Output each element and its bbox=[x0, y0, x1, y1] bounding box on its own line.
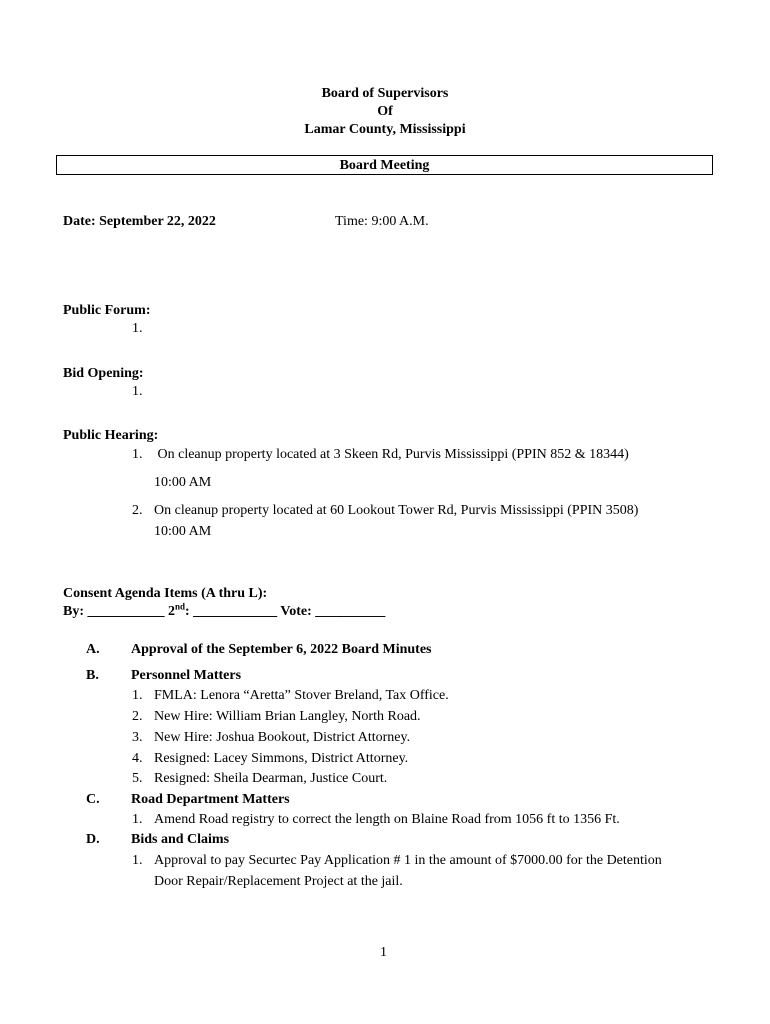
list-number: 2. bbox=[132, 709, 143, 724]
bid-opening-item-1: 1. bbox=[132, 384, 143, 399]
header-line-2: Of bbox=[377, 104, 393, 119]
list-text: Approval to pay Securtec Pay Application # 1 in the amount of $7000.00 for the Detention bbox=[154, 853, 662, 868]
list-number: 2. bbox=[132, 503, 143, 518]
consent-vote-line bbox=[63, 601, 386, 621]
meeting-date: Date: September 22, 2022 bbox=[63, 214, 216, 229]
public-hearing-item-2 bbox=[132, 503, 638, 520]
bid-opening-heading: Bid Opening: bbox=[63, 366, 144, 381]
public-forum-item-1: 1. bbox=[132, 321, 143, 336]
list-number: 1. bbox=[132, 688, 143, 703]
list-item bbox=[132, 812, 620, 829]
list-item bbox=[132, 688, 449, 705]
public-hearing-heading: Public Hearing: bbox=[63, 428, 159, 443]
list-text: New Hire: William Brian Langley, North Road. bbox=[154, 709, 421, 724]
list-number: 1. bbox=[132, 812, 143, 827]
list-item bbox=[132, 751, 408, 768]
page-number: 1 bbox=[380, 945, 387, 960]
section-d-title: Bids and Claims bbox=[131, 832, 230, 847]
list-text: Amend Road registry to correct the length on Blaine Road from 1056 ft to 1356 Ft. bbox=[154, 812, 620, 827]
document-header bbox=[0, 85, 770, 139]
list-item bbox=[132, 771, 387, 788]
list-item-continuation: Door Repair/Replacement Project at the jail. bbox=[154, 874, 403, 889]
list-text: Resigned: Lacey Simmons, District Attorney. bbox=[154, 751, 409, 766]
list-text: On cleanup property located at 3 Skeen Rd, Purvis Mississippi (PPIN 852 & 18344) bbox=[154, 447, 629, 462]
header-line-3: Lamar County, Mississippi bbox=[304, 122, 466, 137]
list-text: New Hire: Joshua Bookout, District Attorney. bbox=[154, 730, 411, 745]
consent-heading: Consent Agenda Items (A thru L): bbox=[63, 586, 268, 601]
section-b-title: Personnel Matters bbox=[131, 668, 242, 683]
list-number: 1. bbox=[132, 447, 143, 462]
section-a-letter: A. bbox=[86, 642, 100, 657]
section-a-title: Approval of the September 6, 2022 Board Minutes bbox=[131, 642, 432, 657]
header-line-1: Board of Supervisors bbox=[321, 86, 449, 101]
list-number: 5. bbox=[132, 771, 143, 786]
list-number: 3. bbox=[132, 730, 143, 745]
section-d-letter: D. bbox=[86, 832, 100, 847]
list-text: On cleanup property located at 60 Lookout Tower Rd, Purvis Mississippi (PPIN 3508) bbox=[154, 503, 639, 518]
meeting-title-box bbox=[56, 155, 713, 175]
section-c-title: Road Department Matters bbox=[131, 792, 290, 807]
public-forum-heading: Public Forum: bbox=[63, 303, 151, 318]
list-item bbox=[132, 709, 421, 726]
list-item bbox=[132, 730, 410, 747]
list-number: 1. bbox=[132, 853, 143, 868]
meeting-time: Time: 9:00 A.M. bbox=[335, 214, 429, 229]
consent-by: By: ___________ 2 bbox=[63, 604, 175, 619]
list-text: Resigned: Sheila Dearman, Justice Court. bbox=[154, 771, 388, 786]
section-b-letter: B. bbox=[86, 668, 99, 683]
public-hearing-item-1-time: 10:00 AM bbox=[154, 475, 212, 490]
list-number: 4. bbox=[132, 751, 143, 766]
consent-rest: : ____________ Vote: __________ bbox=[185, 604, 386, 619]
meeting-title: Board Meeting bbox=[339, 158, 430, 173]
public-hearing-item-2-time: 10:00 AM bbox=[154, 524, 212, 539]
public-hearing-item-1 bbox=[132, 447, 629, 464]
section-c-letter: C. bbox=[86, 792, 100, 807]
consent-second-sup: nd bbox=[175, 601, 186, 612]
list-item bbox=[132, 853, 662, 870]
list-text: FMLA: Lenora “Aretta” Stover Breland, Tax Office. bbox=[154, 688, 449, 703]
